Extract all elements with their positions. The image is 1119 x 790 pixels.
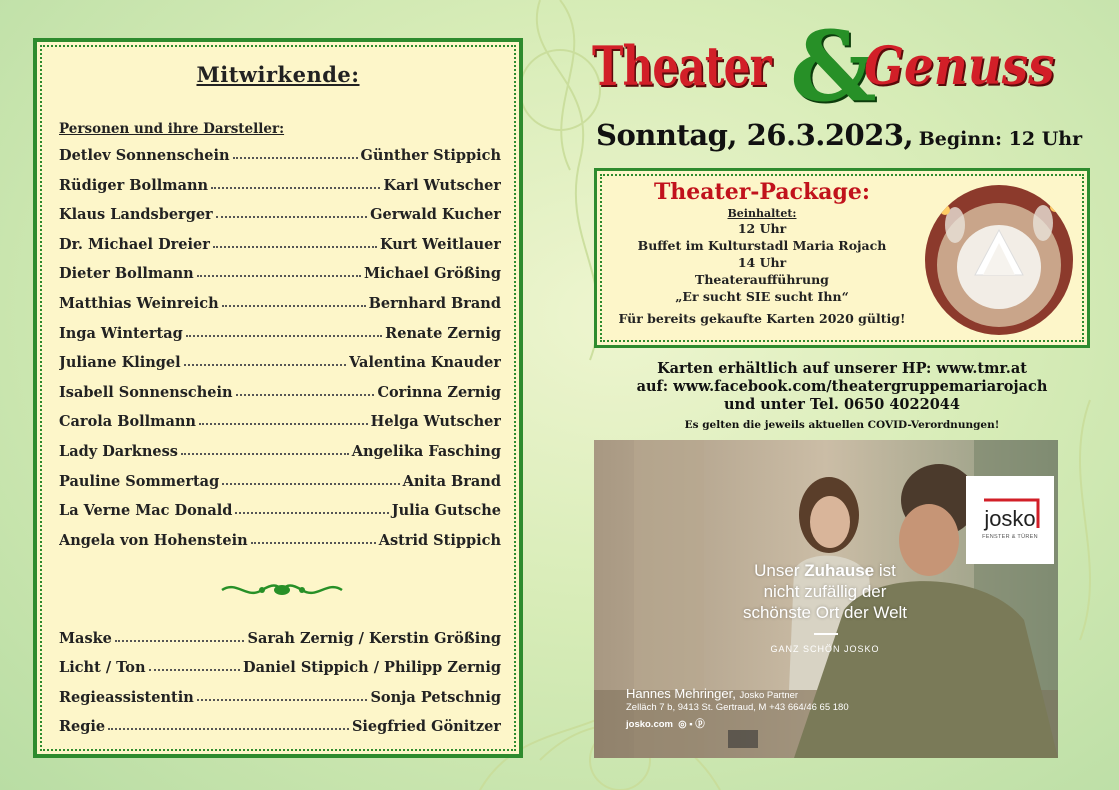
package-play-title: „Er sucht SIE sucht Ihn“ [675, 289, 849, 304]
actor-name: Günther Stippich [360, 147, 501, 164]
ticket-line-3: und unter Tel. 0650 4022044 [724, 396, 960, 413]
role-name: Maske [59, 630, 112, 647]
cast-row [59, 468, 501, 490]
actor-name: Kurt Weitlauer [379, 235, 501, 253]
dinner-plate-image [925, 185, 1073, 335]
role-name: Dr. Michael Dreier [59, 235, 210, 253]
social-icons: ◎ ▪ ⓟ [678, 719, 705, 730]
cast-row [59, 260, 501, 282]
actor-name: Valentina Knauder [349, 354, 501, 372]
logo-text: josko [984, 506, 1036, 531]
title-theater: Theater [592, 34, 772, 98]
cast-row [59, 379, 501, 401]
dot-leader [108, 728, 349, 730]
dot-leader [251, 542, 376, 544]
actor-name: Corinna Zernig [377, 383, 501, 401]
package-item-2: Theateraufführung [695, 272, 829, 287]
dot-leader [211, 187, 380, 189]
cast-row [59, 684, 501, 706]
actor-name: Michael Größing [363, 265, 501, 283]
package-item-1: Buffet im Kulturstadl Maria Rojach [637, 238, 887, 253]
actor-name: Anita Brand [402, 472, 501, 490]
actor-name: Astrid Stippich [378, 531, 501, 549]
cast-row [59, 142, 501, 164]
covid-note: Es gelten die jeweils aktuellen COVID-Verordnungen! [684, 419, 1000, 431]
dot-leader [115, 640, 245, 642]
role-name: Inga Wintertag [59, 324, 183, 342]
actor-name: Sarah Zernig / Kerstin Größing [247, 630, 501, 647]
dot-leader [181, 453, 349, 455]
dot-leader [213, 246, 377, 248]
cast-panel [33, 38, 523, 758]
dot-leader [216, 216, 367, 218]
partner-website: josko.com [626, 719, 673, 730]
partner-name: Hannes Mehringer, [626, 686, 736, 701]
date-text: Sonntag, 26.3.2023, [596, 118, 914, 152]
role-name: Regie [59, 717, 106, 735]
cast-row [59, 527, 501, 549]
dot-leader [199, 423, 368, 425]
role-name: Dieter Bollmann [59, 265, 194, 283]
ornament-divider [217, 580, 347, 600]
package-time-2: 14 Uhr [737, 255, 787, 270]
role-name: La Verne Mac Donald [59, 502, 233, 520]
cast-row [59, 408, 501, 430]
package-time-1: 12 Uhr [737, 221, 787, 236]
package-includes-label: Beinhaltet: [727, 207, 797, 220]
slogan-bold: Zuhause [804, 561, 875, 580]
cast-row [59, 625, 501, 647]
slogan-line-2: nicht zufällig der [763, 582, 887, 601]
cast-row [59, 290, 501, 312]
cast-row [59, 201, 501, 223]
package-details [612, 179, 912, 327]
event-title [592, 10, 1102, 123]
dot-leader [236, 394, 375, 396]
partner-info [626, 686, 849, 730]
ticket-info [594, 360, 1090, 434]
dot-leader [235, 512, 388, 514]
title-genuss: Genuss [864, 36, 1055, 97]
slogan-post: ist [874, 561, 896, 580]
cast-row [59, 438, 501, 460]
actor-name: Daniel Stippich / Philipp Zernig [243, 659, 501, 677]
cast-subheading: Personen und ihre Darsteller: [59, 121, 285, 137]
title-ampersand: & [790, 10, 877, 123]
role-name: Rüdiger Bollmann [59, 176, 209, 194]
dot-leader [184, 364, 346, 366]
package-validity: Für bereits gekaufte Karten 2020 gültig! [618, 311, 906, 326]
actor-name: Julia Gutsche [391, 502, 501, 520]
role-name: Pauline Sommertag [59, 472, 220, 490]
start-time: Beginn: 12 Uhr [918, 128, 1083, 150]
cast-row [59, 713, 501, 735]
ticket-line-1: Karten erhältlich auf unserer HP: www.tmr.at [657, 360, 1027, 377]
actor-name: Gerwald Kucher [370, 206, 501, 224]
cast-row [59, 349, 501, 371]
actor-name: Sonja Petschnig [370, 688, 501, 706]
dot-leader [222, 483, 399, 485]
event-date [596, 118, 1096, 152]
role-name: Carola Bollmann [59, 413, 196, 431]
dot-leader [233, 157, 358, 159]
dot-leader [197, 699, 368, 701]
role-name: Angela von Hohenstein [59, 531, 248, 549]
cast-heading: Mitwirkende: [196, 62, 360, 87]
ticket-line-2: auf: www.facebook.com/theatergruppemariarojach [636, 378, 1048, 395]
cast-row [59, 172, 501, 194]
role-name: Regieassistentin [59, 688, 194, 706]
actor-name: Helga Wutscher [370, 413, 501, 431]
role-name: Licht / Ton [59, 659, 146, 677]
slogan-pre: Unser [754, 561, 805, 580]
cast-row [59, 320, 501, 342]
dot-leader [149, 669, 241, 671]
role-name: Klaus Landsberger [59, 206, 213, 224]
partner-role: Josko Partner [739, 690, 799, 701]
josko-advertisement [594, 440, 1058, 758]
cast-row [59, 654, 501, 676]
dot-leader [222, 305, 366, 307]
actor-name: Siegfried Gönitzer [351, 717, 501, 735]
josko-logo [966, 476, 1054, 564]
theater-package-box [594, 168, 1090, 348]
role-name: Lady Darkness [59, 443, 178, 460]
dot-leader [186, 335, 382, 337]
role-name: Detlev Sonnenschein [59, 147, 230, 164]
slogan-line-3: schönste Ort der Welt [742, 603, 908, 622]
actor-name: Bernhard Brand [368, 295, 501, 312]
actor-name: Karl Wutscher [383, 176, 501, 194]
ad-tagline: GANZ SCHÖN JOSKO [770, 644, 880, 654]
logo-subtext: FENSTER & TÜREN [982, 534, 1038, 540]
slogan-divider [814, 633, 838, 635]
actor-name: Renate Zernig [385, 324, 501, 342]
dot-leader [197, 275, 361, 277]
partner-address: Zelläch 7 b, 9413 St. Gertraud, M +43 664/46 65 180 [626, 702, 849, 713]
role-name: Isabell Sonnenschein [59, 383, 233, 401]
role-name: Juliane Klingel [59, 354, 181, 372]
ad-slogan [720, 560, 930, 623]
package-title: Theater-Package: [653, 179, 871, 205]
role-name: Matthias Weinreich [59, 295, 219, 312]
cast-row [59, 231, 501, 253]
actor-name: Angelika Fasching [351, 443, 501, 460]
cast-row [59, 497, 501, 519]
